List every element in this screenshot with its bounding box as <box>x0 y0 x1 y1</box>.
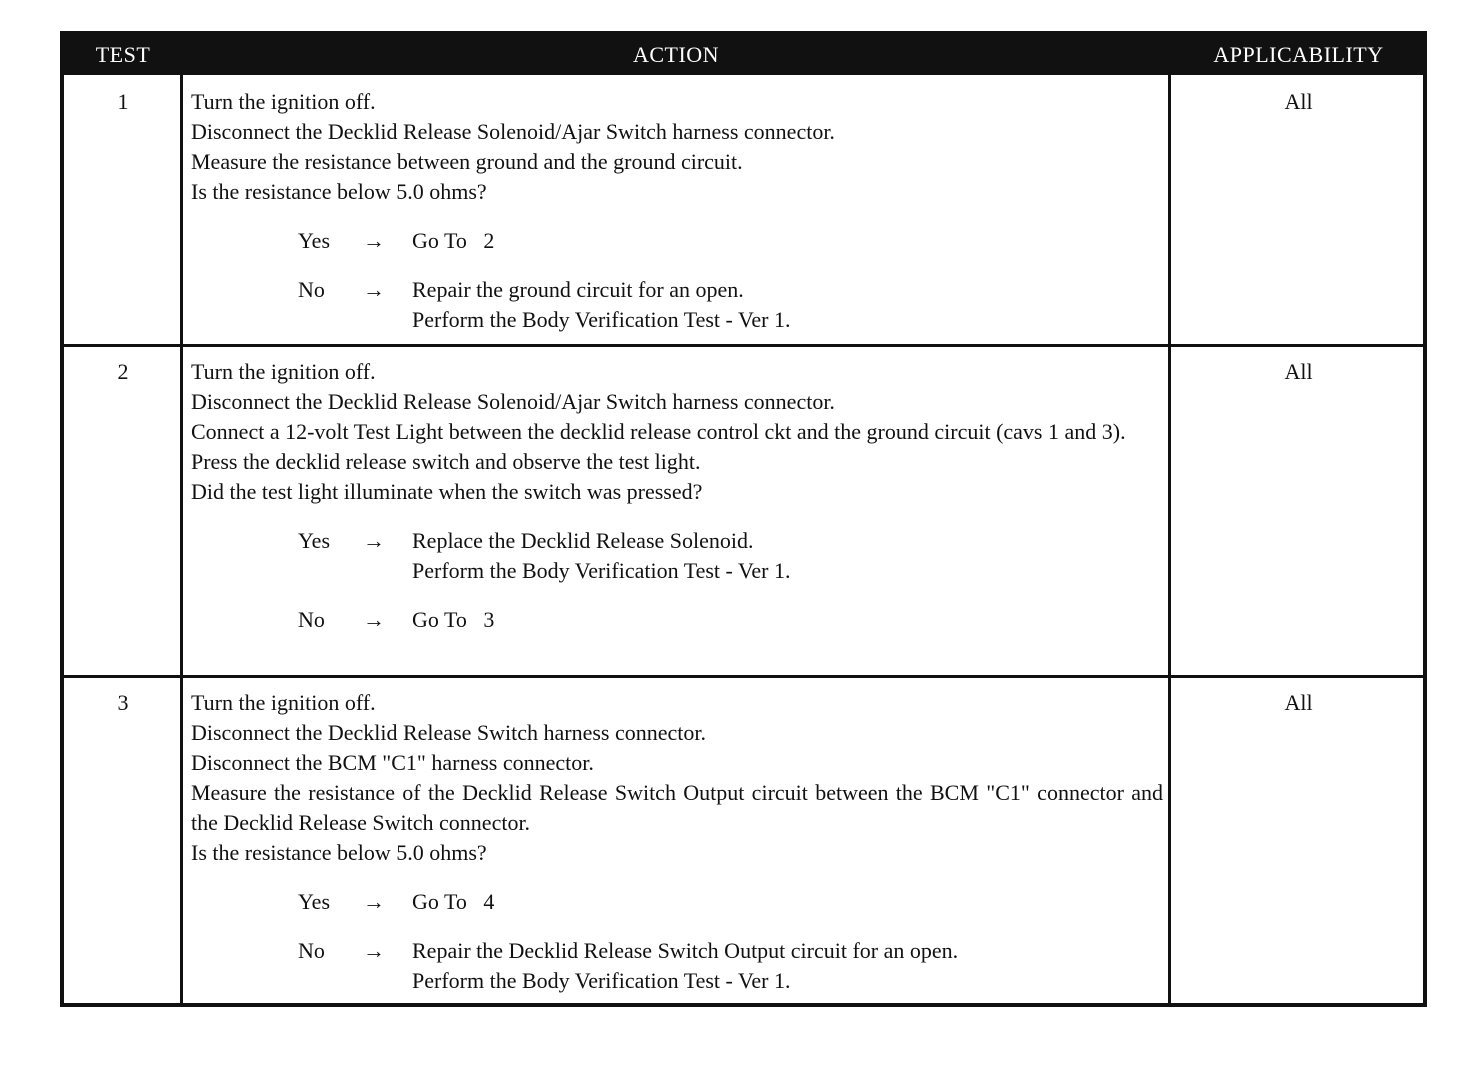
outcome-label: No <box>298 607 325 632</box>
action-step: Is the resistance below 5.0 ohms? <box>191 840 487 865</box>
action-step: Measure the resistance between ground and the ground circuit. <box>191 149 743 174</box>
action-step: Press the decklid release switch and observe the test light. <box>191 449 701 474</box>
outcome-no <box>191 275 1163 335</box>
applicability-value: All <box>1284 690 1313 715</box>
outcome-label: Yes <box>298 528 331 553</box>
action-step: Disconnect the Decklid Release Solenoid/Ajar Switch harness connector. <box>191 119 835 144</box>
action-step: Turn the ignition off. <box>191 359 376 384</box>
action-cell <box>191 688 1163 996</box>
outcome-text: Repair the ground circuit for an open. <box>412 277 744 302</box>
outcome-text: Perform the Body Verification Test - Ver 1. <box>412 307 791 332</box>
outcome-yes <box>191 526 1163 586</box>
header-applicability: APPLICABILITY <box>1213 42 1384 67</box>
outcome-yes <box>191 226 1163 256</box>
outcome-text: Perform the Body Verification Test - Ver 1. <box>412 968 791 993</box>
arrow-right-icon: → <box>363 938 385 963</box>
action-step: Disconnect the Decklid Release Switch harness connector. <box>191 720 707 745</box>
test-number: 3 <box>117 690 129 715</box>
header-test: TEST <box>95 42 151 67</box>
table-header <box>64 35 1423 75</box>
action-step: Disconnect the BCM "C1" harness connector. <box>191 750 594 775</box>
arrow-right-icon: → <box>363 228 385 253</box>
table-row <box>64 75 1423 345</box>
action-step: Connect a 12-volt Test Light between the decklid release control ckt and the ground circuit (cavs 1 and 3). <box>191 419 1126 444</box>
action-step: Turn the ignition off. <box>191 89 376 114</box>
action-step: Measure the resistance of the Decklid Release Switch Output circuit between the BCM "C1" connector and the Decklid Release Switch connector. <box>191 780 1163 835</box>
action-step: Disconnect the Decklid Release Solenoid/Ajar Switch harness connector. <box>191 389 835 414</box>
applicability-value: All <box>1284 89 1313 114</box>
outcome-label: Yes <box>298 228 331 253</box>
diagnostic-test-table <box>60 31 1427 1007</box>
action-cell <box>191 87 1163 335</box>
action-step: Is the resistance below 5.0 ohms? <box>191 179 487 204</box>
outcome-text: Go To 2 <box>412 228 495 253</box>
outcome-text: Go To 3 <box>412 607 495 632</box>
outcome-text: Perform the Body Verification Test - Ver 1. <box>412 558 791 583</box>
table-row <box>64 675 1423 1005</box>
test-number: 1 <box>117 89 129 114</box>
outcome-label: Yes <box>298 889 331 914</box>
arrow-right-icon: → <box>363 889 385 914</box>
table-row <box>64 344 1423 676</box>
action-cell <box>191 357 1163 635</box>
arrow-right-icon: → <box>363 528 385 553</box>
outcome-text: Replace the Decklid Release Solenoid. <box>412 528 754 553</box>
action-step: Did the test light illuminate when the switch was pressed? <box>191 479 703 504</box>
outcome-label: No <box>298 938 325 963</box>
header-action: ACTION <box>632 42 720 67</box>
arrow-right-icon: → <box>363 277 385 302</box>
outcome-text: Repair the Decklid Release Switch Output circuit for an open. <box>412 938 959 963</box>
outcome-no <box>191 605 1163 635</box>
test-number: 2 <box>117 359 129 384</box>
outcome-yes <box>191 887 1163 917</box>
action-step: Turn the ignition off. <box>191 690 376 715</box>
outcome-text: Go To 4 <box>412 889 495 914</box>
arrow-right-icon: → <box>363 607 385 632</box>
outcome-label: No <box>298 277 325 302</box>
applicability-value: All <box>1284 359 1313 384</box>
outcome-no <box>191 936 1163 996</box>
